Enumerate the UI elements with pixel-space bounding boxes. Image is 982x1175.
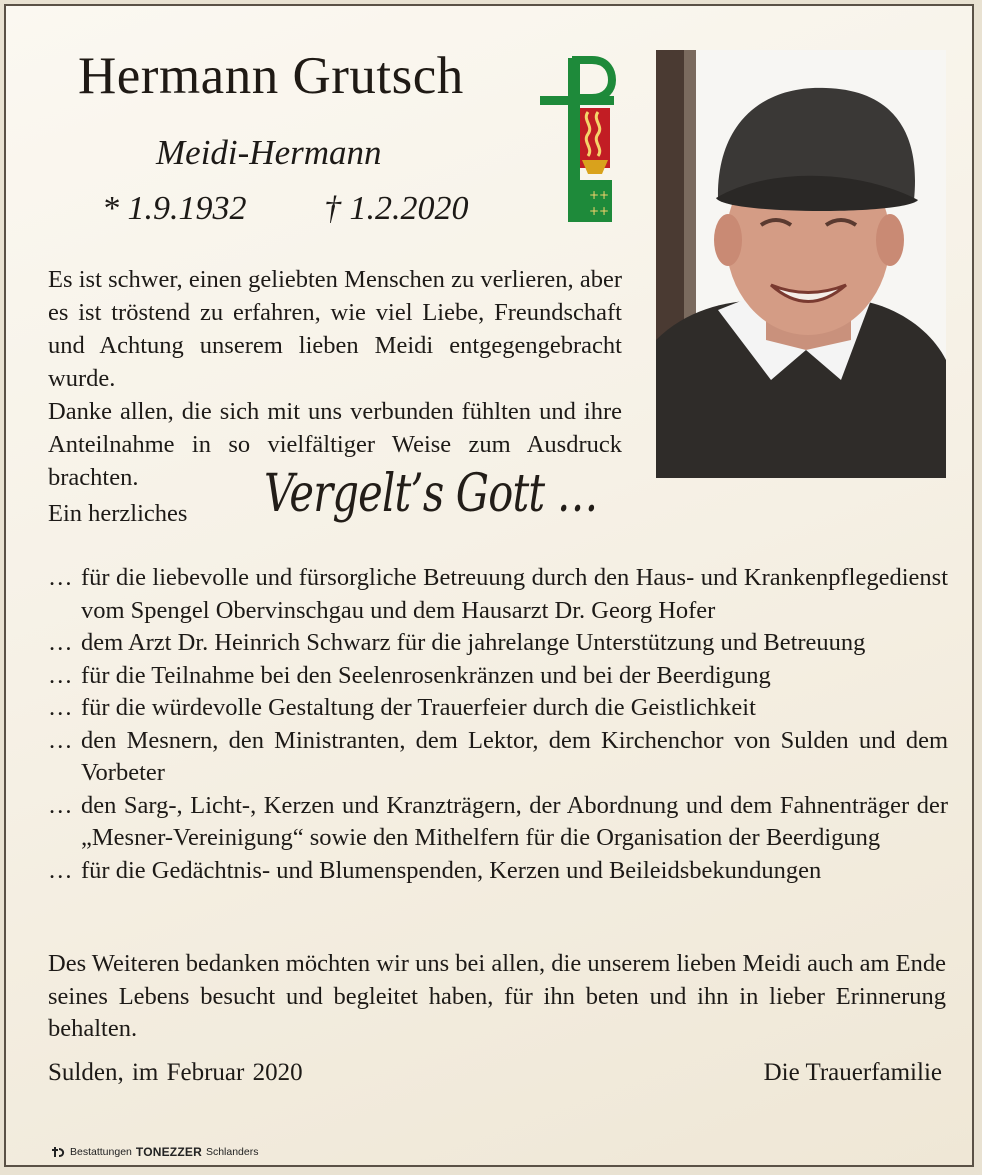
death-date: † 1.2.2020 — [324, 190, 469, 227]
closing-text: Des Weiteren bedanken möchten wir uns bei allen, die unserem lieben Meidi auch am Ende seines Lebens besucht und begleitet haben, für ihn beten und ihn in lieber Erinnerung behalten. — [48, 950, 946, 1042]
ellipsis-marker: … — [48, 856, 73, 884]
family-signature: Die Trauerfamilie — [763, 1059, 942, 1086]
thanks-list — [48, 562, 948, 887]
birth-date: * 1.9.1932 — [102, 190, 247, 227]
thanks-text: für die Teilnahme bei den Seelenrosenkränzen und bei der Beerdigung — [81, 661, 771, 689]
deceased-name: Hermann Grutsch — [78, 47, 464, 105]
list-item — [48, 562, 948, 627]
ellipsis-marker: … — [48, 629, 73, 656]
obituary-card — [4, 4, 974, 1167]
footer-suffix: Schlanders — [205, 1146, 259, 1158]
list-item — [48, 660, 948, 693]
svg-text:+: + — [589, 204, 600, 218]
svg-text:+: + — [599, 188, 610, 202]
list-item — [48, 855, 948, 888]
nickname: Meidi-Hermann — [156, 133, 382, 172]
ellipsis-marker: … — [48, 726, 73, 754]
svg-text:+: + — [599, 204, 610, 218]
thanks-text: dem Arzt Dr. Heinrich Schwarz für die jahrelange Unterstützung und Betreuung — [81, 629, 866, 656]
thanks-text: für die liebevolle und fürsorgliche Betreuung durch den Haus- und Krankenpflegedienst vom Spengel Obervinschgau und dem Hausarzt Dr. Georg Hofer — [81, 564, 948, 624]
greeting-phrase: Vergelt’s Gott … — [264, 464, 598, 524]
list-item — [48, 627, 948, 660]
ellipsis-marker: … — [48, 791, 73, 819]
place-date: Sulden, im Februar 2020 — [48, 1059, 303, 1086]
thanks-text: den Sarg-, Licht-, Kerzen und Kranzträgern, der Abordnung und dem Fahnenträger der „Mesner-Vereinigung“ sowie den Mithelfern für die Organisation der Beerdigung — [81, 791, 948, 851]
list-item — [48, 692, 948, 725]
ellipsis-marker: … — [48, 564, 73, 591]
footer-prefix: Bestattungen — [70, 1146, 132, 1158]
footer-brand: TONEZZER — [135, 1145, 202, 1159]
cross-logo-icon — [50, 1146, 66, 1158]
thanks-text: für die würdevolle Gestaltung der Trauerfeier durch die Geistlichkeit — [81, 694, 756, 721]
svg-text:+: + — [589, 188, 600, 202]
intro-text — [48, 263, 622, 494]
thanks-text: für die Gedächtnis- und Blumenspenden, Kerzen und Beileidsbekundungen — [81, 856, 822, 884]
chi-rho-cross-icon — [536, 56, 616, 224]
portrait-photo — [656, 50, 946, 478]
thanks-text: den Mesnern, den Ministranten, dem Lektor, dem Kirchenchor von Sulden und dem Vorbeter — [81, 726, 948, 786]
ellipsis-marker: … — [48, 694, 73, 721]
intro-paragraph: Es ist schwer, einen geliebten Menschen zu verlieren, aber es ist tröstend zu erfahren, wie viel Liebe, Freundschaft und Achtung unserem lieben Meidi entgegengebracht wurde. — [48, 266, 622, 392]
funeral-home-footer — [50, 1145, 258, 1159]
ellipsis-marker: … — [48, 661, 73, 689]
intro-paragraph: Danke allen, die sich mit uns verbunden fühlten und ihre Anteilnahme in so vielfältiger Weise zum Ausdruck brachten. — [48, 398, 622, 491]
list-item — [48, 790, 948, 855]
list-item — [48, 725, 948, 790]
greeting-prefix: Ein herzliches — [48, 500, 188, 527]
